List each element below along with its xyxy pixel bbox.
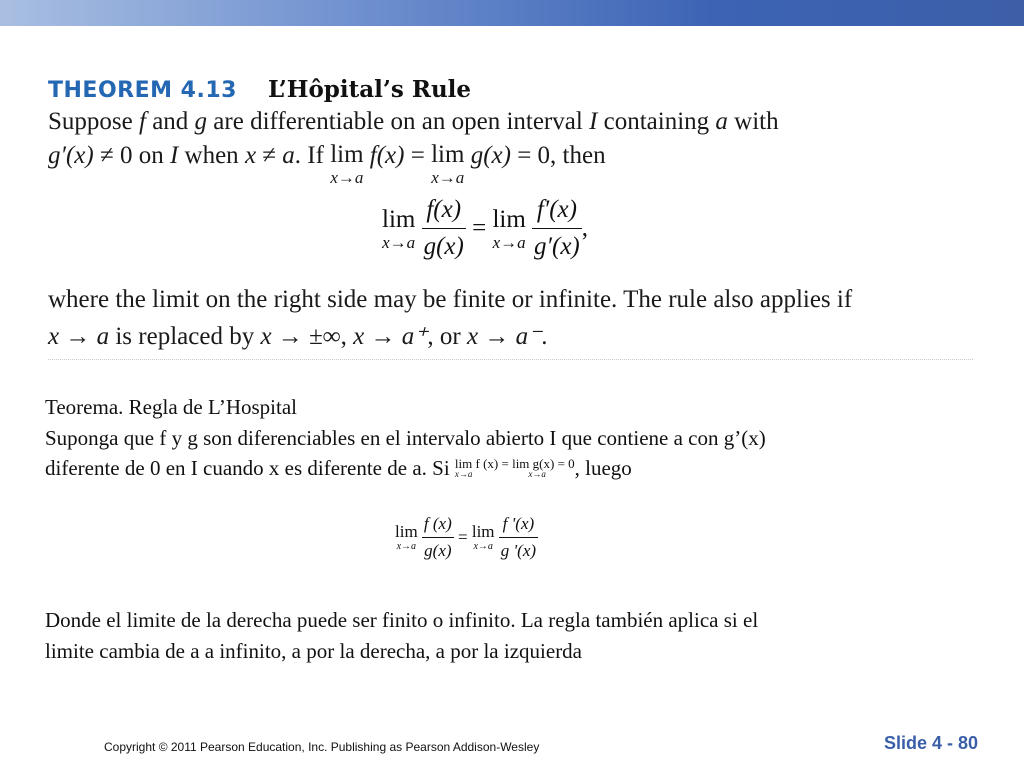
text: and	[145, 108, 195, 135]
x-to-a-minus: x → a⁻	[466, 323, 542, 350]
denominator: g(x)	[424, 541, 452, 560]
theorem-number: THEOREM 4.13	[48, 78, 237, 103]
equals-sign: =	[458, 527, 472, 547]
spanish-line-1: Suponga que f y g son diferenciables en el intervalo abierto I que contiene a con g’(x)	[45, 426, 766, 450]
var-I: I	[589, 108, 598, 135]
numerator: f (x)	[422, 514, 454, 538]
f-x: f(x)	[369, 142, 405, 169]
theorem-header	[48, 76, 471, 108]
fraction-f-over-g	[422, 514, 454, 561]
text: when	[178, 142, 245, 169]
denominator: g '(x)	[500, 541, 537, 560]
text: are differentiable on an open interval	[207, 108, 590, 135]
text: =	[404, 142, 432, 169]
theorem-line-3: where the limit on the right side may be finite or infinite. The rule also applies if	[48, 286, 853, 313]
text: ≠ 0 on	[93, 142, 170, 169]
numerator: f '(x)	[499, 514, 538, 538]
copyright-footer: Copyright © 2011 Pearson Education, Inc. Publishing as Pearson Addison-Wesley	[104, 740, 540, 754]
text: containing	[597, 108, 716, 135]
divider	[48, 359, 973, 360]
text: diferente de 0 en I cuando x es diferente de a. Si	[45, 456, 455, 480]
text: ,	[340, 323, 354, 350]
x-to-a-plus: x → a⁺	[353, 323, 428, 350]
lim-subscript: x→a	[396, 541, 417, 552]
limit-operator	[431, 142, 464, 186]
x-to-infinity: x → ±∞	[260, 323, 341, 350]
lhopital-formula-spanish	[395, 514, 538, 561]
lim-word: lim	[395, 522, 418, 541]
lim-word: lim	[382, 205, 416, 233]
lim-word: lim	[471, 522, 495, 541]
spanish-title: Teorema. Regla de L’Hospital	[45, 395, 298, 419]
text: .	[541, 323, 548, 350]
denominator: g′(x)	[534, 233, 580, 260]
numerator: f(x)	[422, 196, 466, 229]
text: ≠	[256, 142, 283, 169]
theorem-name: L’Hôpital’s Rule	[268, 76, 472, 103]
theorem-line-1	[48, 108, 779, 136]
inline-subscript: x→a	[528, 469, 546, 480]
text: is replaced by	[109, 323, 261, 350]
spanish-line-2	[45, 456, 632, 481]
equals-sign: =	[472, 214, 493, 242]
x-to-a: x → a	[48, 323, 110, 350]
var-g: g	[194, 108, 208, 135]
lim-word: lim	[431, 141, 465, 168]
lim-subscript: x→a	[431, 168, 465, 187]
limit-operator	[472, 523, 495, 552]
lim-subscript: x→a	[473, 541, 493, 552]
limit-operator	[330, 142, 363, 186]
fraction-fprime-over-gprime	[499, 514, 538, 561]
top-banner	[0, 0, 1024, 26]
spanish-line-3: Donde el limite de la derecha puede ser finito o infinito. La regla también aplica si el	[45, 608, 759, 632]
text: Suppose	[48, 108, 139, 135]
theorem-line-4	[48, 321, 548, 351]
text: , luego	[574, 456, 632, 480]
lhopital-formula-english	[382, 196, 588, 261]
lim-subscript: x→a	[330, 168, 364, 187]
var-a: a	[282, 142, 295, 169]
lim-word: lim	[330, 141, 364, 168]
g-x: g(x)	[470, 142, 511, 169]
inline-formula-text: lim f (x) = lim g(x) = 0	[454, 456, 575, 472]
limit-operator	[395, 523, 418, 552]
trailing-comma: ,	[581, 214, 589, 242]
slide-number: Slide 4 - 80	[883, 733, 978, 753]
text: = 0, then	[510, 142, 606, 169]
inline-limit-formula	[455, 457, 575, 479]
lim-word: lim	[492, 205, 526, 233]
g-prime-x: g′(x)	[48, 142, 94, 169]
text: with	[727, 108, 779, 135]
fraction-fprime-over-gprime	[532, 196, 582, 261]
var-x: x	[244, 142, 257, 169]
lim-subscript: x→a	[492, 232, 526, 252]
var-f: f	[138, 108, 146, 135]
text: , or	[427, 323, 467, 350]
theorem-line-2	[48, 142, 606, 186]
denominator: g(x)	[423, 233, 464, 260]
limit-operator	[492, 207, 525, 251]
var-I: I	[169, 142, 179, 169]
var-a: a	[715, 108, 728, 135]
text: . If	[294, 142, 331, 169]
spanish-line-4: limite cambia de a a infinito, a por la derecha, a por la izquierda	[45, 639, 583, 663]
fraction-f-over-g	[422, 196, 466, 261]
inline-subscript: x→a	[454, 469, 473, 480]
lim-subscript: x→a	[382, 232, 416, 252]
limit-operator	[382, 207, 415, 251]
numerator: f′(x)	[532, 196, 582, 229]
